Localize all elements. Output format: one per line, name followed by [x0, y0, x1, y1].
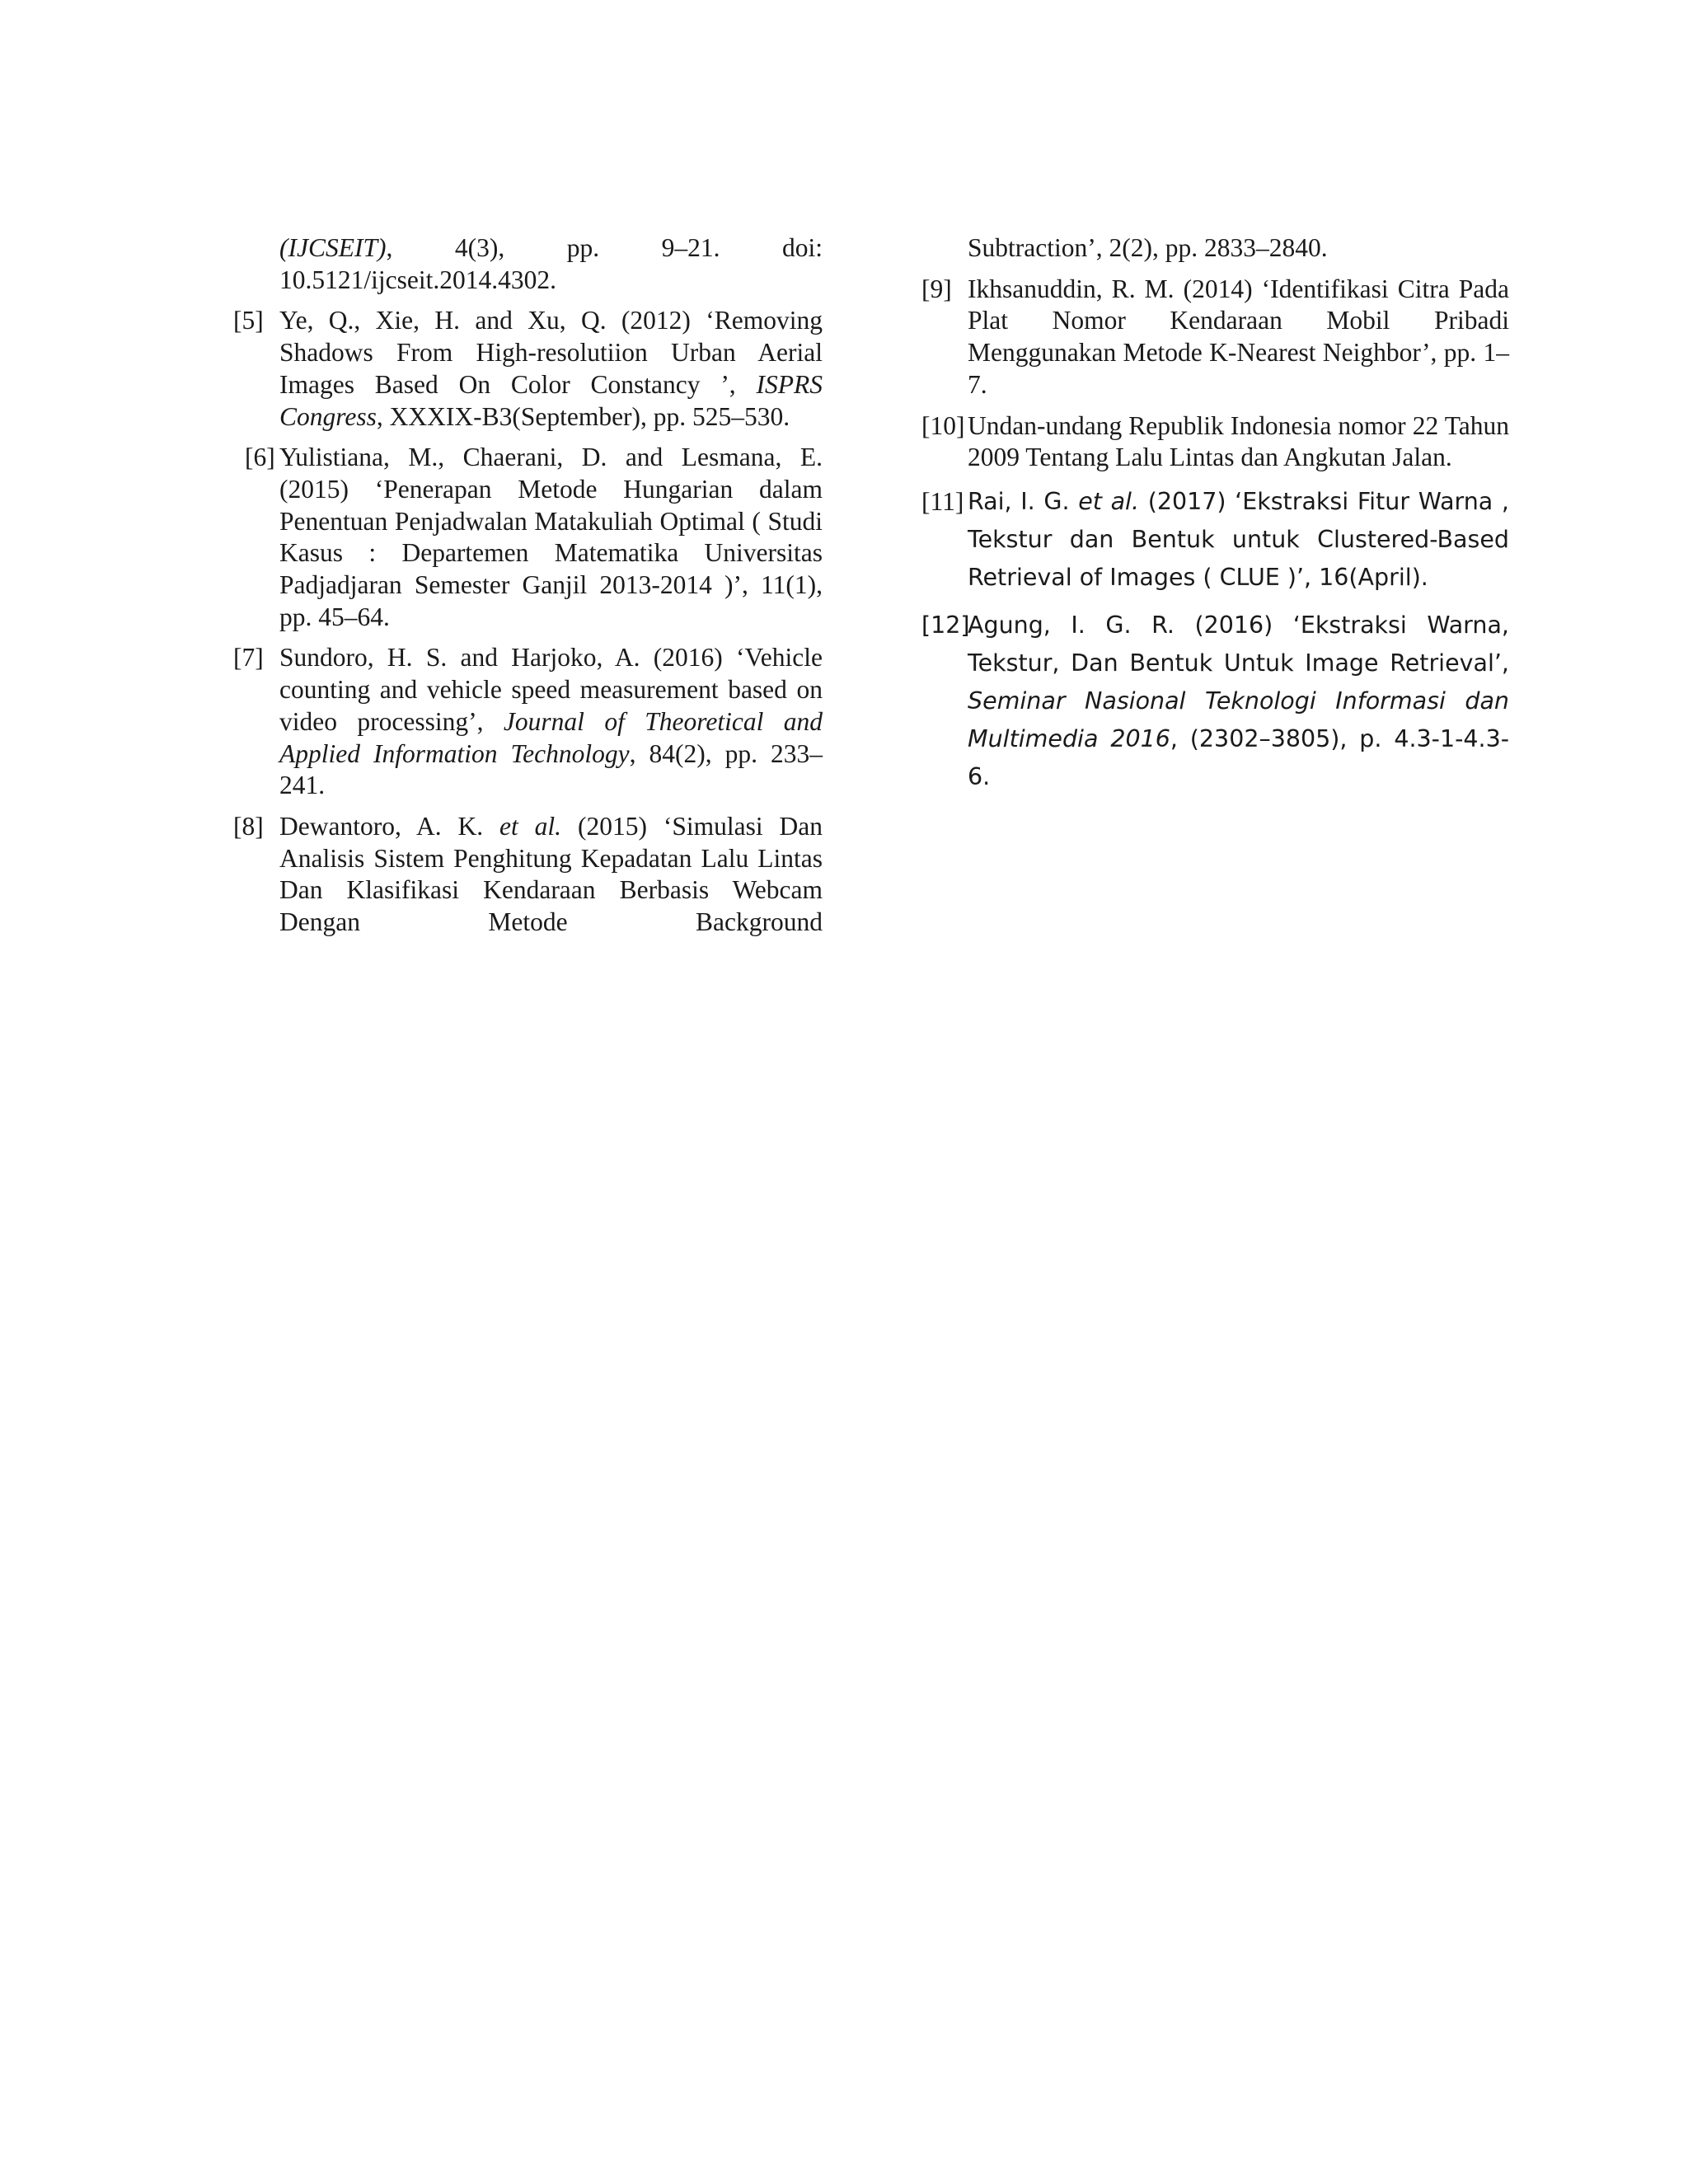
reference-number: [10] [921, 410, 965, 440]
reference-7 [233, 642, 823, 802]
reference-8-text: Dewantoro, A. K. [279, 811, 500, 841]
reference-5-text: Ye, Q., Xie, H. and Xu, Q. (2012) ‘Removing Shadows From High-resolutiion Urban Aerial Images Based On Color Constancy ’, [279, 306, 823, 399]
reference-8-continuation-text: Subtraction’, 2(2), pp. 2833–2840. [968, 233, 1328, 262]
reference-8-etal: et al. [499, 811, 562, 841]
reference-12 [921, 607, 1509, 796]
reference-12-text: Agung, I. G. R. (2016) ‘Ekstraksi Warna, Tekstur, Dan Bentuk Untuk Image Retrieval’, [968, 611, 1509, 677]
left-column [233, 232, 823, 948]
reference-number: [12] [921, 611, 970, 639]
reference-12-details: , (2302–3805), p. 4.3-1-4.3-6. [968, 724, 1509, 790]
reference-number: [7] [233, 643, 264, 673]
reference-8 [233, 811, 823, 939]
reference-number: [8] [233, 811, 264, 841]
reference-8-continuation [921, 232, 1509, 265]
reference-11-etal: et al. [1078, 487, 1140, 515]
reference-6 [233, 442, 823, 633]
reference-4-continuation [233, 232, 823, 296]
reference-4-journal: (IJCSEIT) [279, 233, 387, 262]
reference-number: [5] [233, 306, 264, 335]
reference-5 [233, 305, 823, 433]
reference-5-venue: ISPRS Congress [279, 369, 823, 431]
reference-11 [921, 483, 1509, 597]
reference-9 [921, 274, 1509, 401]
reference-9-text: Ikhsanuddin, R. M. (2014) ‘Identifikasi Citra Pada Plat Nomor Kendaraan Mobil Pribadi Menggunakan Metode K-Nearest Neighbor’, pp. 1–7. [968, 274, 1509, 399]
reference-11-text: Rai, I. G. [968, 487, 1079, 515]
reference-7-text: Sundoro, H. S. and Harjoko, A. (2016) ‘Vehicle counting and vehicle speed measurement based on video processing’, [279, 643, 823, 736]
reference-10-text: Undan-undang Republik Indonesia nomor 22 Tahun 2009 Tentang Lalu Lintas dan Angkutan Jalan. [968, 410, 1509, 472]
reference-7-journal: Journal of Theoretical and Applied Information Technology [279, 706, 823, 768]
reference-number: [6] [245, 443, 275, 472]
reference-number: [9] [921, 274, 952, 303]
reference-6-text: Yulistiana, M., Chaerani, D. and Lesmana, E. (2015) ‘Penerapan Metode Hungarian dalam Penentuan Penjadwalan Matakuliah Optimal ( Studi Kasus : Departemen Matematika Universitas Padjadjaran Semester Ganjil 2013-2014 )’, 11(1), pp. 45–64. [279, 443, 823, 631]
reference-8-title: (2015) ‘Simulasi Dan Analisis Sistem Penghitung Kepadatan Lalu Lintas Dan Klasifikasi Kendaraan Berbasis Webcam Dengan Metode Background [279, 811, 823, 937]
reference-11-details: (2017) ‘Ekstraksi Fitur Warna , Tekstur dan Bentuk untuk Clustered-Based Retrieval of Images ( CLUE )’, 16(April). [968, 487, 1509, 591]
reference-12-venue: Seminar Nasional Teknologi Informasi dan Multimedia 2016 [968, 687, 1509, 752]
reference-7-details: , 84(2), pp. 233–241. [279, 738, 823, 800]
reference-number: [11] [921, 486, 964, 516]
right-column [921, 232, 1509, 806]
reference-5-details: , XXXIX-B3(September), pp. 525–530. [376, 401, 790, 431]
reference-10 [921, 410, 1509, 474]
reference-4-details: , 4(3), pp. 9–21. doi: 10.5121/ijcseit.2014.4302. [279, 233, 823, 294]
